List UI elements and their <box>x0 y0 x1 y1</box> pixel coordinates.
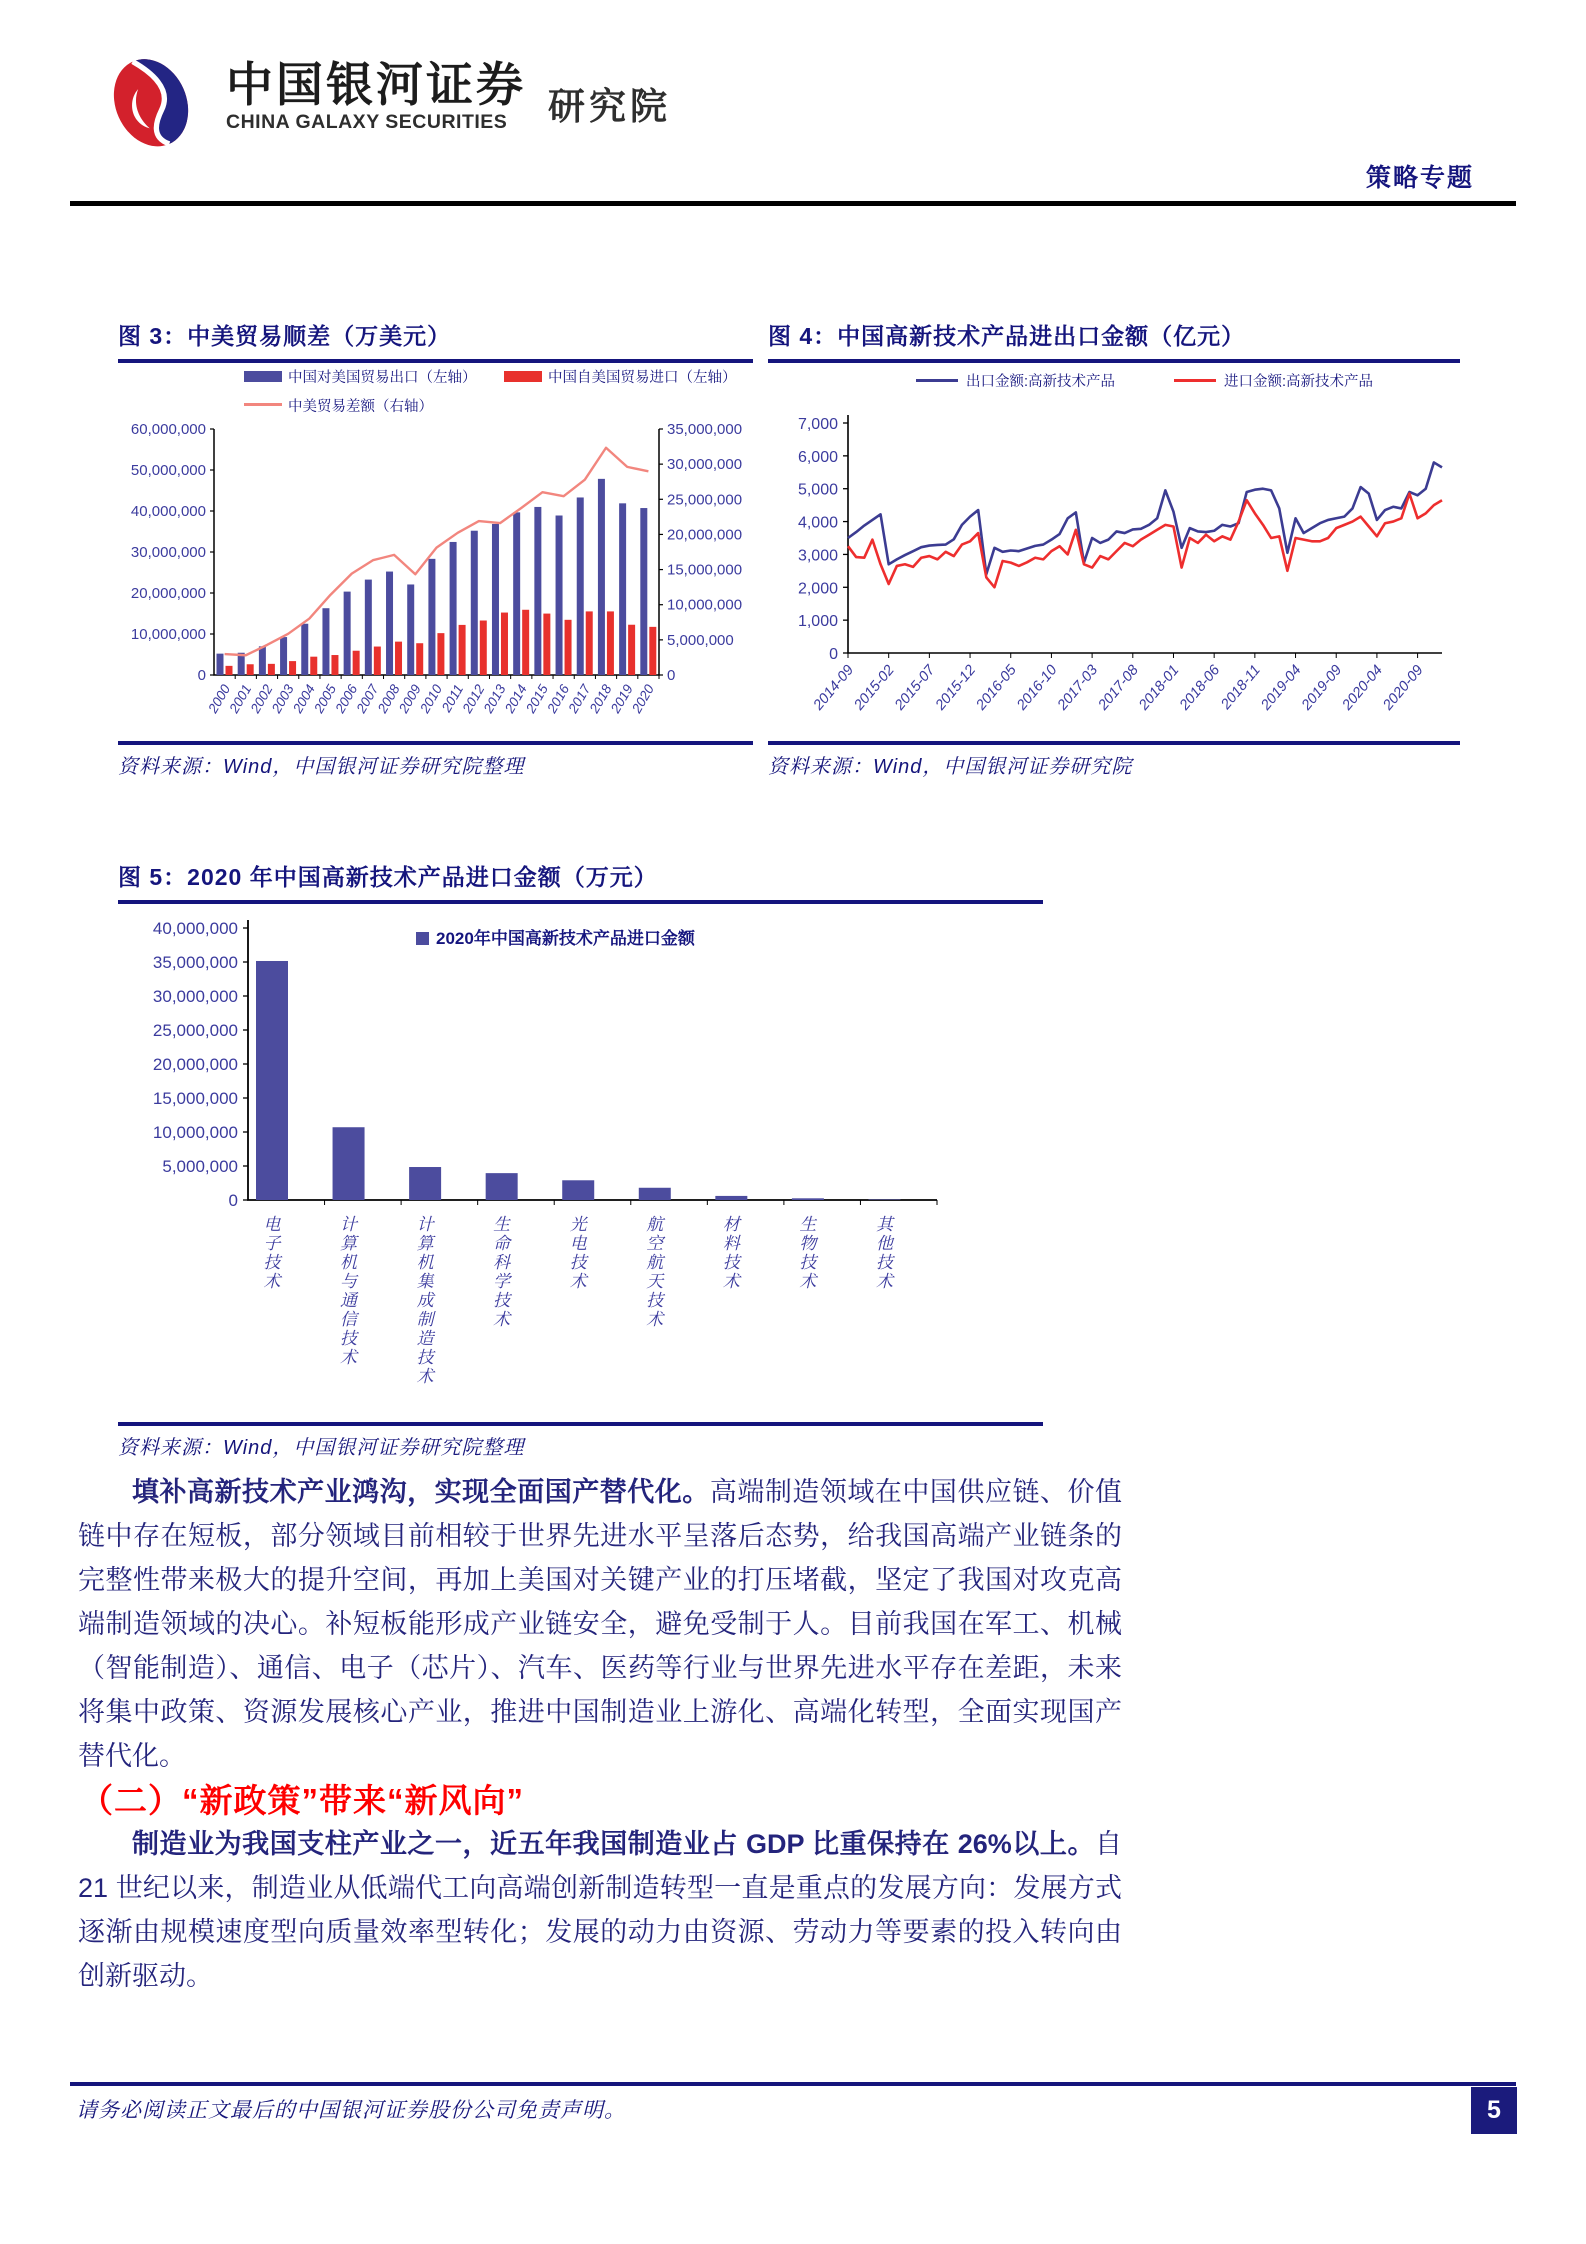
svg-text:2016: 2016 <box>544 682 573 716</box>
brand <box>90 48 671 154</box>
svg-text:中国自美国贸易进口（左轴）: 中国自美国贸易进口（左轴） <box>548 370 737 386</box>
svg-text:2015-12: 2015-12 <box>932 662 980 714</box>
svg-text:2017-08: 2017-08 <box>1095 662 1142 714</box>
fig5-bar <box>486 1173 518 1200</box>
svg-text:0: 0 <box>228 1191 238 1210</box>
svg-text:2020年中国高新技术产品进口金额: 2020年中国高新技术产品进口金额 <box>436 929 695 948</box>
svg-text:2017-03: 2017-03 <box>1054 662 1102 714</box>
brand-name-cn: 中国银河证券 <box>226 58 526 111</box>
svg-text:2020: 2020 <box>628 682 658 716</box>
figure-3-source: 资料来源：Wind，中国银河证券研究院整理 <box>118 756 525 778</box>
svg-text:40,000,000: 40,000,000 <box>130 503 206 520</box>
svg-text:40,000,000: 40,000,000 <box>152 919 238 938</box>
svg-text:2008: 2008 <box>374 682 403 716</box>
svg-text:50,000,000: 50,000,000 <box>130 462 206 479</box>
brand-text <box>226 48 526 134</box>
svg-text:2015-07: 2015-07 <box>891 662 939 714</box>
svg-text:2019-04: 2019-04 <box>1258 662 1305 714</box>
svg-text:2002: 2002 <box>247 682 276 716</box>
svg-text:2014: 2014 <box>501 682 530 716</box>
svg-text:2011: 2011 <box>438 682 467 715</box>
institute-label: 研究院 <box>548 86 671 127</box>
paragraph-2-lead: 制造业为我国支柱产业之一，近五年我国制造业占 GDP 比重保持在 26%以上。 <box>132 1829 1095 1859</box>
paragraph-1-lead: 填补高新技术产业鸿沟，实现全面国产替代化。 <box>132 1477 710 1507</box>
svg-text:30,000,000: 30,000,000 <box>667 456 743 474</box>
svg-text:其他技术: 其他技术 <box>875 1215 893 1291</box>
figure-4-source-rule <box>768 741 1460 745</box>
svg-text:2005: 2005 <box>311 682 340 716</box>
fig5-bar <box>562 1180 594 1200</box>
brand-name-en: CHINA GALAXY SECURITIES <box>226 111 508 134</box>
fig3-bars <box>217 479 657 675</box>
svg-text:20,000,000: 20,000,000 <box>152 1055 238 1074</box>
svg-text:计算机与通信技术: 计算机与通信技术 <box>340 1215 358 1367</box>
fig4-line-0 <box>848 462 1442 574</box>
svg-text:30,000,000: 30,000,000 <box>152 987 238 1006</box>
svg-text:2020-09: 2020-09 <box>1380 662 1427 714</box>
page-number: 5 <box>1471 2087 1517 2134</box>
svg-text:中国对美国贸易出口（左轴）: 中国对美国贸易出口（左轴） <box>288 370 477 386</box>
fig5-bar <box>715 1196 747 1200</box>
svg-text:15,000,000: 15,000,000 <box>667 561 743 579</box>
figure-3-source-rule <box>118 741 753 745</box>
svg-text:航空航天技术: 航空航天技术 <box>646 1215 664 1329</box>
svg-text:材料技术: 材料技术 <box>722 1215 740 1291</box>
fig3-chart <box>118 363 753 741</box>
svg-text:光电技术: 光电技术 <box>569 1215 587 1291</box>
fig3-legend <box>244 369 737 415</box>
svg-text:35,000,000: 35,000,000 <box>667 421 743 438</box>
figure-4-title: 图 4：中国高新技术产品进出口金额（亿元） <box>768 323 1246 349</box>
svg-text:2003: 2003 <box>268 682 297 716</box>
svg-text:2012: 2012 <box>459 682 488 716</box>
paragraph-2 <box>78 1822 1122 1998</box>
svg-text:生物技术: 生物技术 <box>799 1215 817 1291</box>
fig5-bar <box>409 1167 441 1200</box>
svg-text:进口金额:高新技术产品: 进口金额:高新技术产品 <box>1224 374 1374 390</box>
svg-text:出口金额:高新技术产品: 出口金额:高新技术产品 <box>966 374 1116 390</box>
svg-text:0: 0 <box>667 667 676 684</box>
disclaimer-text: 请务必阅读正文最后的中国银河证券股份公司免责声明。 <box>76 2099 626 2122</box>
svg-text:10,000,000: 10,000,000 <box>130 626 206 643</box>
svg-text:2006: 2006 <box>332 682 361 716</box>
svg-text:20,000,000: 20,000,000 <box>130 585 206 602</box>
fig3-balance-line <box>225 448 649 655</box>
svg-text:2018: 2018 <box>586 682 615 716</box>
svg-text:2019-09: 2019-09 <box>1298 662 1346 714</box>
svg-text:中美贸易差额（右轴）: 中美贸易差额（右轴） <box>288 399 433 415</box>
svg-text:生命科学技术: 生命科学技术 <box>493 1215 511 1329</box>
figure-5-source: 资料来源：Wind，中国银河证券研究院整理 <box>118 1437 525 1459</box>
svg-text:2009: 2009 <box>395 682 424 716</box>
svg-text:2018-01: 2018-01 <box>1136 662 1183 714</box>
svg-text:2020-04: 2020-04 <box>1339 662 1386 714</box>
svg-text:25,000,000: 25,000,000 <box>152 1021 238 1040</box>
svg-text:2015: 2015 <box>523 682 552 716</box>
svg-text:2001: 2001 <box>226 682 255 716</box>
svg-text:10,000,000: 10,000,000 <box>152 1123 238 1142</box>
svg-text:2013: 2013 <box>480 682 509 716</box>
header-rule <box>70 201 1516 206</box>
paragraph-2-text: 自 21 世纪以来，制造业从低端代工向高端创新制造转型一直是重点的发展方向：发展方式逐渐由规模速度型向质量效率型转化；发展的动力由资源、劳动力等要素的投入转向由创新驱动。 <box>78 1829 1122 1991</box>
svg-text:4,000: 4,000 <box>797 514 838 532</box>
svg-text:10,000,000: 10,000,000 <box>667 596 743 614</box>
svg-text:电子技术: 电子技术 <box>263 1215 281 1291</box>
figure-3 <box>118 318 753 779</box>
svg-text:60,000,000: 60,000,000 <box>130 421 206 438</box>
figure-4 <box>768 318 1460 779</box>
svg-text:35,000,000: 35,000,000 <box>152 953 238 972</box>
svg-text:2016-10: 2016-10 <box>1014 662 1061 714</box>
figure-3-title: 图 3：中美贸易顺差（万美元） <box>118 323 452 349</box>
svg-text:2000: 2000 <box>205 682 234 716</box>
figure-5 <box>118 859 1043 1460</box>
fig5-chart <box>118 904 963 1422</box>
figure-5-source-rule <box>118 1422 1043 1426</box>
svg-text:0: 0 <box>829 646 838 663</box>
section-heading: （二）“新政策”带来“新风向” <box>80 1782 524 1820</box>
fig4-chart <box>768 363 1460 741</box>
svg-text:2017: 2017 <box>565 682 594 716</box>
figure-5-title: 图 5：2020 年中国高新技术产品进口金额（万元） <box>118 864 658 890</box>
svg-text:2016-05: 2016-05 <box>973 662 1020 714</box>
svg-text:2018-11: 2018-11 <box>1218 662 1264 713</box>
svg-text:2018-06: 2018-06 <box>1176 662 1224 714</box>
paragraph-1 <box>78 1470 1122 1778</box>
galaxy-logo-icon <box>90 48 212 154</box>
svg-text:5,000,000: 5,000,000 <box>162 1157 238 1176</box>
svg-text:25,000,000: 25,000,000 <box>667 491 743 509</box>
fig5-bar <box>333 1127 365 1200</box>
svg-text:3,000: 3,000 <box>797 547 838 565</box>
svg-text:5,000,000: 5,000,000 <box>667 631 734 649</box>
report-type-label: 策略专题 <box>1365 164 1474 192</box>
svg-text:2007: 2007 <box>353 682 382 716</box>
svg-text:2,000: 2,000 <box>797 580 838 598</box>
svg-text:5,000: 5,000 <box>797 481 838 499</box>
svg-text:2004: 2004 <box>289 682 318 716</box>
svg-text:6,000: 6,000 <box>797 448 838 466</box>
fig4-legend <box>916 372 1373 390</box>
svg-text:2010: 2010 <box>417 682 446 716</box>
svg-text:7,000: 7,000 <box>797 416 838 433</box>
svg-text:计算机集成制造技术: 计算机集成制造技术 <box>416 1215 434 1386</box>
paragraph-1-text: 高端制造领域在中国供应链、价值链中存在短板，部分领域目前相较于世界先进水平呈落后态势，给我国高端产业链条的完整性带来极大的提升空间，再加上美国对关键产业的打压堵截，坚定了我国对攻克高端制造领域的决心。补短板能形成产业链安全，避免受制于人。目前我国在军工、机械（智能制造）、通信、电子（芯片）、汽车、医药等行业与世界先进水平存在差距，未来将集中政策、资源发展核心产业，推进中国制造业上游化、高端化转型，全面实现国产替代化。 <box>78 1477 1123 1771</box>
svg-text:2015-02: 2015-02 <box>851 662 898 714</box>
svg-text:0: 0 <box>197 667 206 684</box>
svg-text:2014-09: 2014-09 <box>810 662 858 714</box>
fig5-bar <box>792 1198 824 1200</box>
fig5-bar <box>639 1188 671 1200</box>
fig5-bar <box>256 961 288 1200</box>
svg-text:30,000,000: 30,000,000 <box>130 544 206 561</box>
fig5-bar <box>868 1199 900 1200</box>
svg-text:15,000,000: 15,000,000 <box>152 1089 238 1108</box>
svg-text:2019: 2019 <box>607 682 636 716</box>
footer-rule <box>70 2082 1516 2086</box>
svg-text:1,000: 1,000 <box>797 613 838 631</box>
svg-text:20,000,000: 20,000,000 <box>667 526 743 544</box>
figure-4-source: 资料来源：Wind，中国银河证券研究院 <box>768 756 1133 778</box>
